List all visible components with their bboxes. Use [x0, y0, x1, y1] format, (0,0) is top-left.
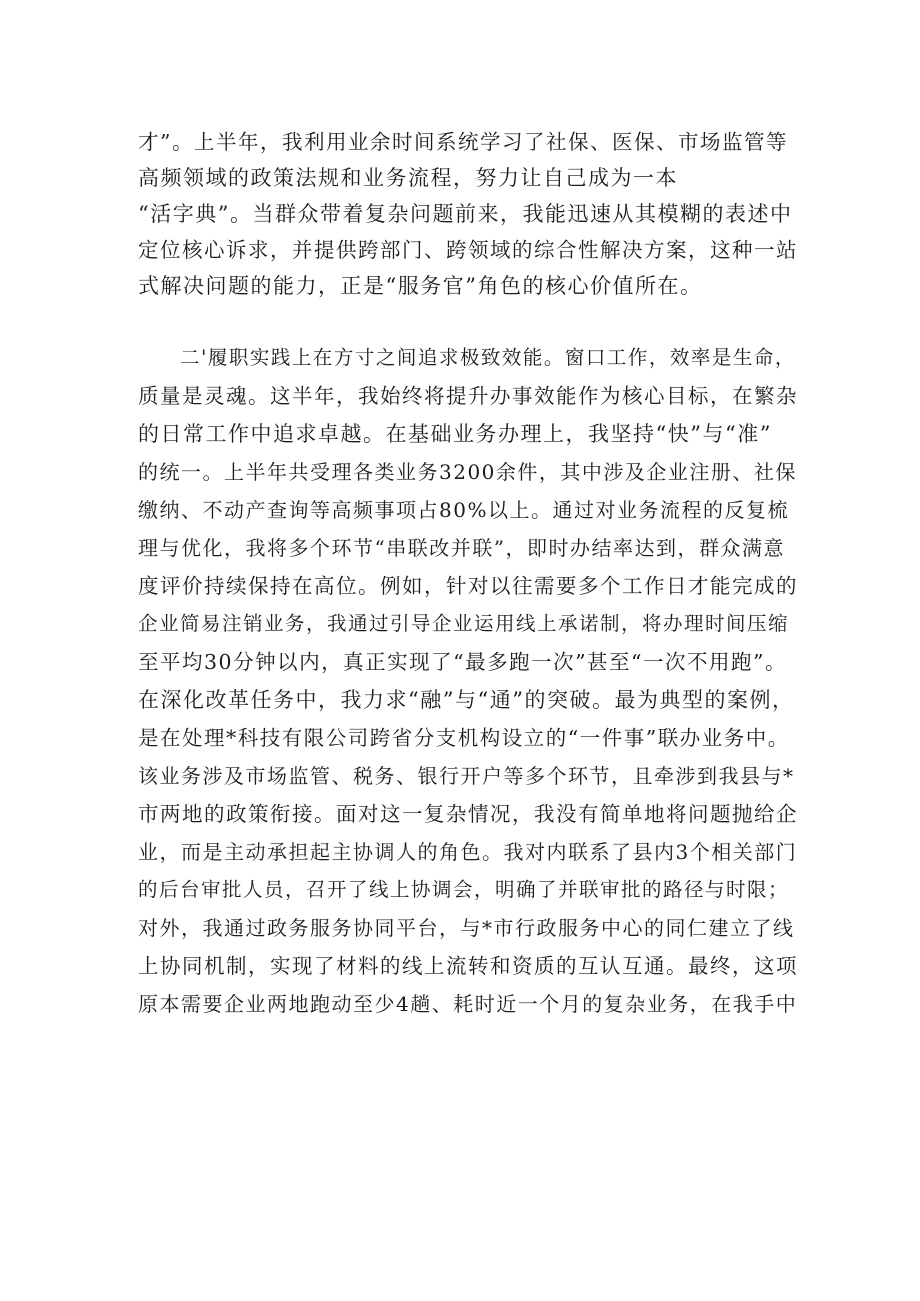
text-line: 市两地的政策衔接。面对这一复杂情况，我没有简单地将问题抛给企	[138, 802, 798, 826]
paragraph-heading-line: 二'履职实践上在方寸之间追求极致效能。窗口工作，效率是生命，	[180, 346, 796, 369]
text-line: 度评价持续保持在高位。例如，针对以往需要多个工作日才能完成的	[138, 574, 798, 598]
text-line: 该业务涉及市场监管、税务、银行开户等多个环节，且牵涉到我县与*	[138, 764, 795, 788]
text-line: 质量是灵魂。这半年，我始终将提升办事效能作为核心目标，在繁杂	[138, 384, 798, 408]
text-line: 的统一。上半年共受理各类业务3200余件，其中涉及企业注册、社保	[138, 460, 797, 484]
text-line: 高频领域的政策法规和业务流程，努力让自己成为一本	[138, 166, 678, 190]
text-line: 原本需要企业两地跑动至少4趟、耗时近一个月的复杂业务，在我手中	[138, 992, 798, 1016]
text-line: 式解决问题的能力，正是“服务官”角色的核心价值所在。	[138, 274, 703, 298]
text-line: 业，而是主动承担起主协调人的角色。我对内联系了县内3个相关部门	[138, 840, 798, 864]
text-line: 的日常工作中追求卓越。在基础业务办理上，我坚持“快”与“准”	[138, 422, 772, 446]
text-line: 的后台审批人员，召开了线上协调会，明确了并联审批的路径与时限；	[138, 878, 790, 901]
text-line: 在深化改革任务中，我力求“融”与“通”的突破。最为典型的案例，	[138, 688, 795, 712]
text-line: 是在处理*科技有限公司跨省分支机构设立的“一件事”联办业务中。	[138, 726, 790, 750]
text-line: 理与优化，我将多个环节“串联改并联”，即时办结率达到，群众满意	[138, 536, 785, 560]
text-line: 至平均30分钟以内，真正实现了“最多跑一次”甚至“一次不用跑”。	[138, 650, 788, 674]
text-line: 定位核心诉求，并提供跨部门、跨领域的综合性解决方案，这种一站	[138, 238, 798, 262]
text-line: 才”。上半年，我利用业余时间系统学习了社保、医保、市场监管等	[138, 130, 788, 154]
text-line: 缴纳、不动产查询等高频事项占80%以上。通过对业务流程的反复梳	[138, 498, 789, 522]
text-line: 企业简易注销业务，我通过引导企业运用线上承诺制，将办理时间压缩	[138, 612, 790, 635]
text-line: 对外，我通过政务服务协同平台，与*市行政服务中心的同仁建立了线	[138, 916, 795, 940]
text-line: “活字典”。当群众带着复杂问题前来，我能迅速从其模糊的表述中	[138, 202, 793, 226]
text-line: 上协同机制，实现了材料的线上流转和资质的互认互通。最终，这项	[138, 954, 798, 978]
